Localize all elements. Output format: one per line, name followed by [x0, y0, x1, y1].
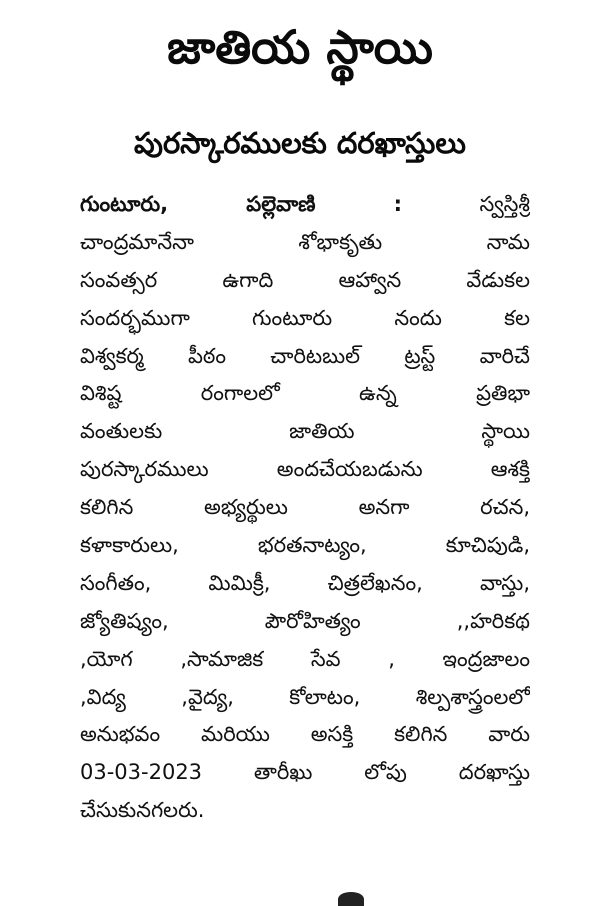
article-line: కలిగిన అభ్యర్థులు అనగా రచన, — [80, 495, 530, 520]
headline: జాతియ స్థాయి — [167, 20, 433, 74]
dateline: గుంటూరు, పల్లెవాణి : — [80, 192, 403, 216]
article-line: సందర్భముగా గుంటూరు నందు కల — [80, 305, 530, 330]
article-line: విశ్వకర్మ పీఠం చారిటబుల్ ట్రస్ట్ వారిచే — [80, 343, 530, 368]
article-line: వంతులకు జాతియ స్థాయి — [80, 419, 530, 444]
article-line: సంవత్సర ఉగాది ఆహ్వాన వేడుకల — [80, 267, 530, 292]
article-line: కళాకారులు, భరతనాట్యం, కూచిపుడి, — [80, 533, 530, 558]
article-line: చాంద్రమానేనా శోభాకృతు నామ — [80, 229, 530, 254]
subheadline: పురస్కారములకు దరఖాస్తులు — [134, 126, 466, 160]
article-line: 03-03-2023 తారీఖు లోపు దరఖాస్తు — [80, 760, 530, 785]
article-line-text: స్వస్తిశ్రీ — [402, 192, 530, 216]
article-line — [80, 186, 530, 224]
article-line: విశిష్ట రంగాలలో ఉన్న ప్రతిభా — [80, 381, 530, 406]
article-line: చేసుకునగలరు. — [80, 798, 205, 823]
article-line: ,యోగ ,సామాజిక సేవ , ఇంద్రజాలం — [80, 646, 530, 671]
cropped-glyph-fragment — [338, 892, 364, 906]
article-line: పురస్కారములు అందచేయబడును ఆశక్తి — [80, 457, 530, 482]
article-body — [80, 186, 530, 830]
article-line: ,విద్య ,వైద్య, కోలాటం, శిల్పశాస్త్రంలలో — [80, 684, 530, 709]
article-line: అనుభవం మరియు అసక్తి కలిగిన వారు — [80, 722, 530, 747]
article-line: సంగీతం, మిమిక్రీ, చిత్రలేఖనం, వాస్తు, — [80, 570, 530, 595]
article-line: జ్యోతిష్యం, పౌరోహిత్యం ,,హరికథ — [80, 608, 530, 633]
